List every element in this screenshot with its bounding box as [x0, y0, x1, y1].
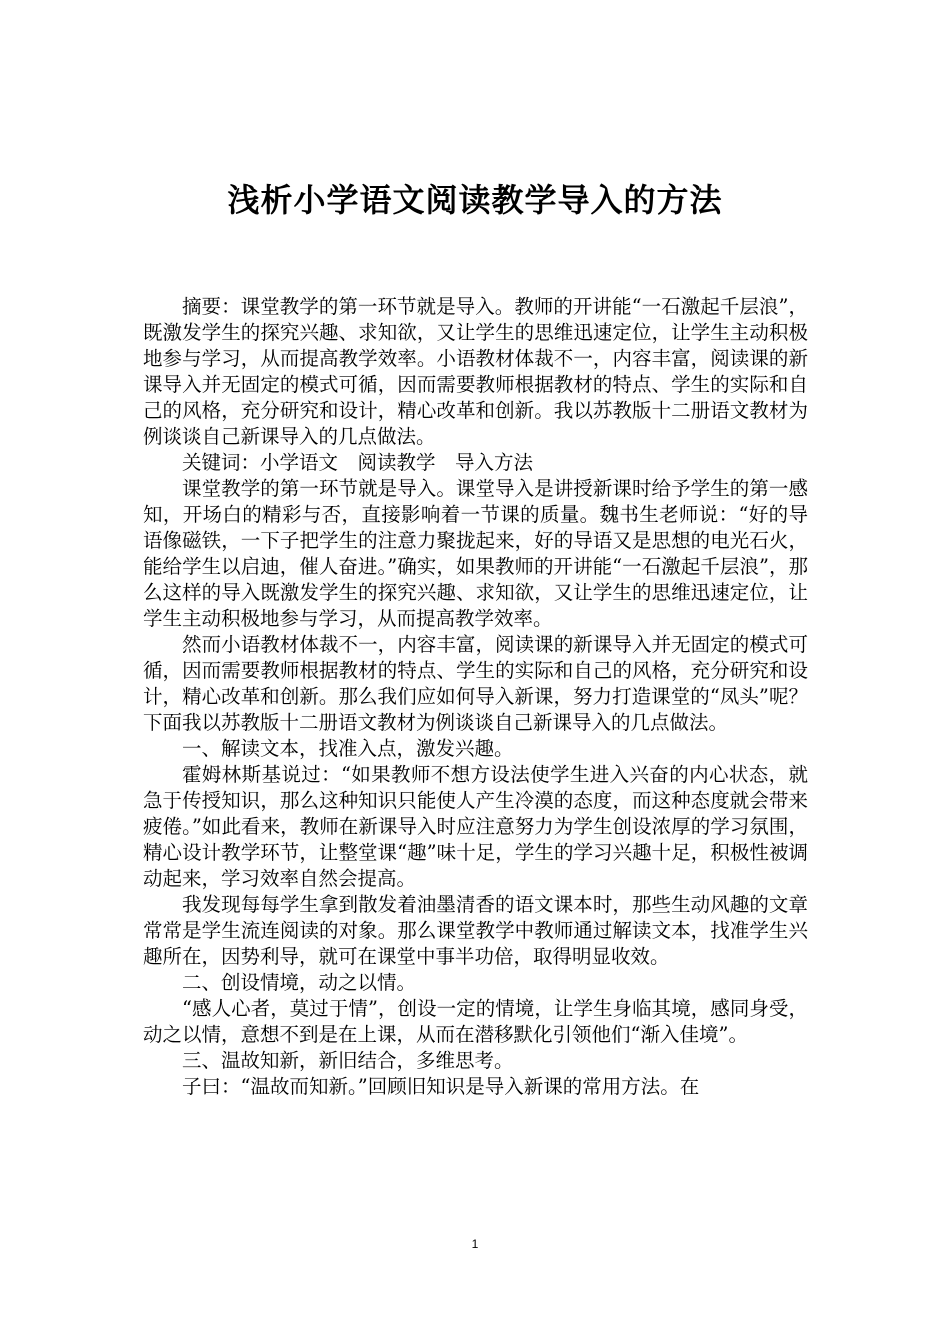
document-body: [143, 294, 808, 1100]
section-heading-2: 二、创设情境，动之以情。: [182, 971, 417, 994]
page-number: 1: [471, 1237, 479, 1251]
document-title: 浅析小学语文阅读教学导入的方法: [227, 181, 723, 219]
body-paragraph: 子曰：“温故而知新。”回顾旧知识是导入新课的常用方法。在: [182, 1075, 700, 1098]
body-paragraph: 然而小语教材体裁不一，内容丰富，阅读课的新课导入并无固定的模式可循，因而需要教师根据教材的特点、学生的实际和自己的风格，充分研究和设计，精心改革和创新。那么我们应如何导入新课，努力打造课堂的“凤头”呢？下面我以苏教版十二册语文教材为例谈谈自己新课导入的几点做法。: [143, 633, 808, 734]
body-paragraph: 我发现每每学生拿到散发着油墨清香的语文课本时，那些生动风趣的文章常常是学生流连阅读的对象。那么课堂教学中教师通过解读文本，找准学生兴趣所在，因势利导，就可在课堂中事半功倍，取得明显收效。: [143, 893, 808, 968]
body-paragraph: 霍姆林斯基说过：“如果教师不想方设法使学生进入兴奋的内心状态，就急于传授知识，那么这种知识只能使人产生冷漠的态度，而这种态度就会带来疲倦。”如此看来，教师在新课导入时应注意努力为学生创设浓厚的学习氛围，精心设计教学环节，让整堂课“趣”味十足，学生的学习兴趣十足，积极性被调动起来，学习效率自然会提高。: [143, 763, 808, 890]
section-heading-3: 三、温故知新，新旧结合，多维思考。: [182, 1049, 514, 1072]
abstract-paragraph: 摘要：课堂教学的第一环节就是导入。教师的开讲能“一石激起千层浪”，既激发学生的探究兴趣、求知欲，又让学生的思维迅速定位，让学生主动积极地参与学习，从而提高教学效率。小语教材体裁不一，内容丰富，阅读课的新课导入并无固定的模式可循，因而需要教师根据教材的特点、学生的实际和自己的风格，充分研究和设计，精心改革和创新。我以苏教版十二册语文教材为例谈谈自己新课导入的几点做法。: [143, 295, 808, 448]
body-paragraph: 课堂教学的第一环节就是导入。课堂导入是讲授新课时给予学生的第一感知，开场白的精彩与否，直接影响着一节课的质量。魏书生老师说：“好的导语像磁铁，一下子把学生的注意力聚拢起来，好的导语又是思想的电光石火，能给学生以启迪，催人奋进。”确实，如果教师的开讲能“一石激起千层浪”，那么这样的导入既激发学生的探究兴趣、求知欲，又让学生的思维迅速定位，让学生主动积极地参与学习，从而提高教学效率。: [143, 477, 808, 630]
body-paragraph: “感人心者，莫过于情”，创设一定的情境，让学生身临其境，感同身受，动之以情，意想不到是在上课，从而在潜移默化引领他们“渐入佳境”。: [143, 997, 808, 1046]
section-heading-1: 一、解读文本，找准入点，激发兴趣。: [182, 737, 514, 760]
keywords-paragraph: 关键词：小学语文 阅读教学 导入方法: [182, 451, 534, 474]
